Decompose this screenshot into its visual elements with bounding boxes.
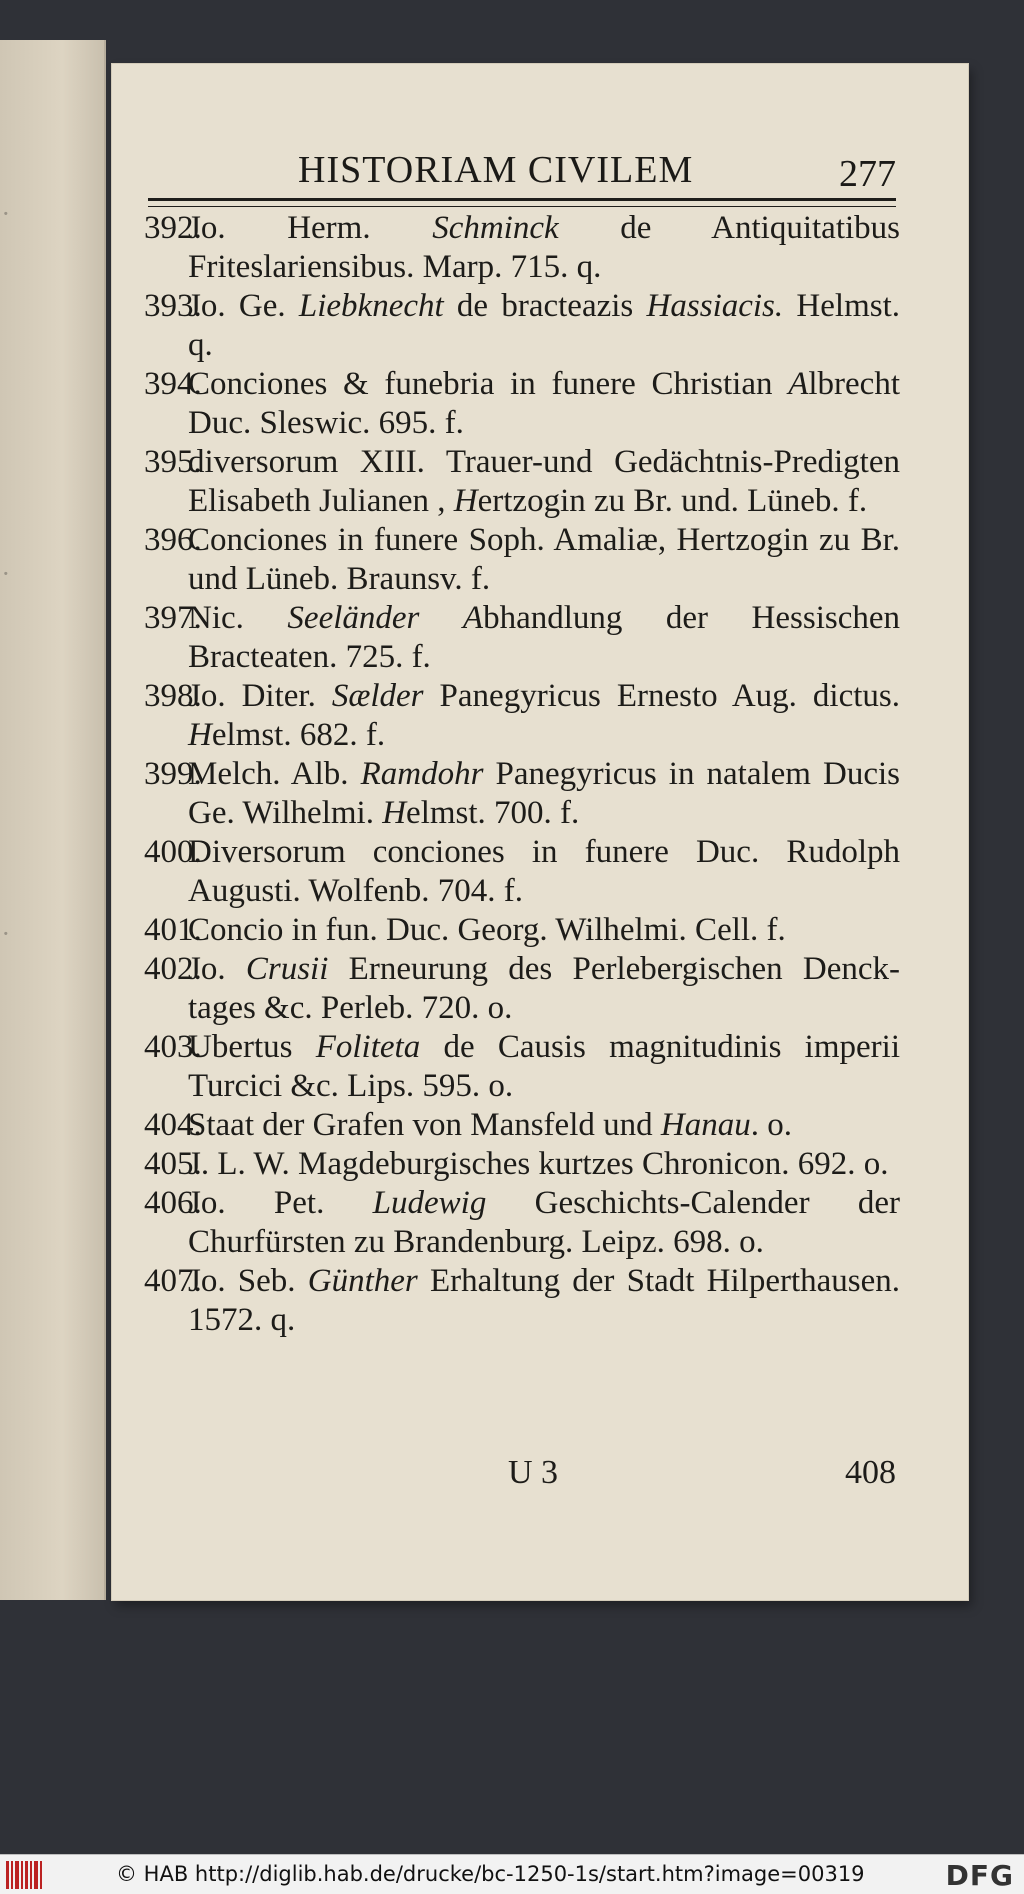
entry-number: 404.: [144, 1107, 202, 1143]
entry-italic-text: H: [453, 483, 478, 519]
entry-italic-text: Foliteta: [315, 1029, 421, 1065]
entry-plain-text: Conciones in funere Soph. Amaliæ, Hertzogin zu Br. und Lüneb. Braunsv. f.: [188, 522, 900, 597]
entry-text: [188, 677, 900, 755]
entry-plain-text: Geschichts-Calender der Churfürsten zu Brandenburg. Leipz. 698. o.: [188, 1185, 901, 1260]
entry-number: 400.: [144, 834, 202, 870]
entry-plain-text: lbrecht Duc. Sleswic. 695. f.: [188, 366, 900, 441]
entry-plain-text: Staat der Grafen von Mansfeld und: [188, 1107, 661, 1143]
entry-text: [188, 911, 900, 950]
entry-italic-text: Schminck: [432, 210, 559, 246]
entry-plain-text: Concio in fun. Duc. Georg. Wilhelmi. Cell. f.: [188, 912, 786, 948]
page-number: 277: [839, 153, 896, 195]
entry-text: [188, 521, 900, 599]
entry-plain-text: Jo.: [188, 951, 246, 987]
bibliography-entry: [144, 1145, 900, 1184]
entry-italic-text: Seeländer: [287, 600, 420, 636]
entry-italic-text: H: [188, 717, 212, 753]
entry-number: 402.: [144, 951, 202, 987]
entry-number: 398.: [144, 678, 202, 714]
entry-plain-text: Jo. Pet.: [188, 1185, 373, 1221]
entry-plain-text: . o.: [750, 1107, 792, 1143]
bibliography-entry: [144, 950, 900, 1028]
bibliography-entry: [144, 677, 900, 755]
entry-italic-text: Crusii: [245, 951, 329, 987]
entry-plain-text: de Antiquitatibus Friteslariensibus. Marp. 715. q.: [188, 210, 900, 285]
entry-plain-text: Helmst. q.: [188, 288, 900, 363]
page-footer: [148, 1454, 896, 1504]
entry-number: 397.: [144, 600, 202, 636]
dfg-logo: DFG: [945, 1859, 1014, 1892]
entry-plain-text: J. L. W. Magdeburgisches kurtzes Chronicon. 692. o.: [188, 1146, 889, 1182]
bibliography-entry: [144, 443, 900, 521]
entry-italic-text: Liebknecht: [298, 288, 444, 324]
entry-plain-text: Erhaltung der Stadt Hilperthausen. 1572. q.: [188, 1263, 901, 1338]
entry-number: 403.: [144, 1029, 202, 1065]
entry-text: [188, 443, 900, 521]
entry-number: 392.: [144, 210, 202, 246]
entry-number: 399.: [144, 756, 202, 792]
entry-number: 393.: [144, 288, 202, 324]
entry-plain-text: Erneurung des Perlebergischen Denck-tages &c. Perleb. 720. o.: [188, 951, 900, 1026]
entry-number: 405.: [144, 1146, 202, 1182]
entry-text: [188, 833, 900, 911]
entry-text: [188, 950, 900, 1028]
bibliography-entry: [144, 1184, 900, 1262]
entry-plain-text: Jo. Herm.: [188, 210, 433, 246]
entry-plain-text: diversorum XIII. Trauer-und Gedächtnis-Predigten Elisabeth Julianen ,: [188, 444, 900, 519]
bibliography-entry: [144, 1028, 900, 1106]
entry-plain-text: Jo. Seb.: [188, 1263, 308, 1299]
entry-italic-text: Sælder: [331, 678, 424, 714]
entry-text: [188, 209, 900, 287]
entry-number: 394.: [144, 366, 202, 402]
entry-italic-text: H: [382, 795, 407, 831]
entry-plain-text: Diversorum conciones in funere Duc. Rudolph Augusti. Wolfenb. 704. f.: [188, 834, 900, 909]
page-header: [148, 148, 896, 204]
bibliography-entry: [144, 287, 900, 365]
viewer-footer-bar: [0, 1854, 1024, 1894]
entry-plain-text: bhandlung der Hessischen Bracteaten. 725. f.: [188, 600, 901, 675]
entry-text: [188, 755, 900, 833]
entry-italic-text: Hanau: [660, 1107, 751, 1143]
bibliography-entry: [144, 365, 900, 443]
entry-plain-text: Panegyricus Ernesto Aug. dictus.: [423, 678, 901, 714]
entry-text: [188, 287, 900, 365]
entry-number: 401.: [144, 912, 202, 948]
entry-plain-text: elmst. 700. f.: [406, 795, 580, 831]
entry-plain-text: de bracteazis: [443, 288, 647, 324]
entry-text: [188, 1184, 900, 1262]
entry-text: [188, 599, 900, 677]
entry-plain-text: ertzogin zu Br. und. Lüneb. f.: [477, 483, 868, 519]
entry-italic-text: Ramdohr: [360, 756, 484, 792]
entry-text: [188, 1028, 900, 1106]
bibliography-entry: [144, 599, 900, 677]
bibliography-entry: [144, 755, 900, 833]
show-through-mark: ·: [2, 920, 10, 948]
entry-italic-text: Ludewig: [372, 1185, 487, 1221]
entry-plain-text: Conciones & funebria in funere Christian: [188, 366, 789, 402]
bibliography-entry: [144, 833, 900, 911]
entry-plain-text: de Causis magnitudinis imperii Turcici &c. Lips. 595. o.: [188, 1029, 900, 1104]
entry-plain-text: Melch. Alb.: [188, 756, 361, 792]
book-page: [112, 64, 968, 1600]
previous-page-edge: [0, 40, 106, 1600]
entry-plain-text: Jo. Ge.: [188, 288, 299, 324]
barcode-icon: [6, 1861, 46, 1889]
bibliography-entry: [144, 209, 900, 287]
bibliography-entry: [144, 1262, 900, 1340]
bibliography-entry: [144, 911, 900, 950]
entry-number: 407.: [144, 1263, 202, 1299]
entry-plain-text: Nic.: [188, 600, 288, 636]
entry-plain-text: Ubertus: [188, 1029, 316, 1065]
entry-list: [144, 209, 900, 1340]
entry-plain-text: [419, 600, 463, 636]
entry-italic-text: Hassiacis.: [646, 288, 784, 324]
show-through-mark: ·: [2, 200, 10, 228]
catchword: 408: [845, 1454, 896, 1491]
entry-italic-text: A: [462, 600, 484, 636]
show-through-mark: ·: [2, 560, 10, 588]
entry-number: 396.: [144, 522, 202, 558]
entry-text: [188, 1262, 900, 1340]
entry-text: [188, 1106, 900, 1145]
entry-italic-text: A: [788, 366, 809, 402]
bibliography-entry: [144, 521, 900, 599]
header-rule: [148, 198, 896, 207]
entry-number: 406.: [144, 1185, 202, 1221]
entry-text: [188, 1145, 900, 1184]
running-title: HISTORIAM CIVILEM: [298, 149, 694, 191]
entry-italic-text: Günther: [307, 1263, 418, 1299]
entry-plain-text: elmst. 682. f.: [211, 717, 386, 753]
entry-plain-text: Panegyricus in natalem Ducis Ge. Wilhelmi.: [188, 756, 900, 831]
signature-mark: U 3: [508, 1454, 559, 1491]
bibliography-entry: [144, 1106, 900, 1145]
entry-text: [188, 365, 900, 443]
copyright-link[interactable]: © HAB http://diglib.hab.de/drucke/bc-1250-1s/start.htm?image=00319: [116, 1862, 865, 1886]
entry-plain-text: Jo. Diter.: [188, 678, 332, 714]
entry-number: 395.: [144, 444, 202, 480]
